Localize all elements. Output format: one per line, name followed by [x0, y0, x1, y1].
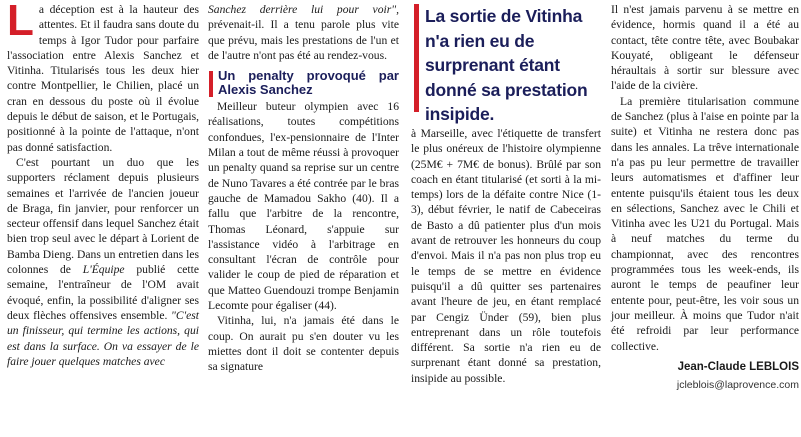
quote: Sanchez derrière lui pour voir",: [208, 3, 399, 16]
pull-quote: La sortie de Vitinha n'a rien eu de surprenant étant donné sa prestation insipide.: [414, 4, 600, 112]
paragraph: Il n'est jamais parvenu à se mettre en évidence, hormis quand il a été au contact, tête contre tête, avec Boubakar Kouyaté, obligeant le défenseur héraultais à sortir sur blessure avec l'aide de la civière.: [611, 3, 799, 93]
subheading: Un penalty provoqué par Alexis Sanchez: [218, 69, 399, 97]
paragraph: Vitinha, lui, n'a jamais été dans le coup. On aurait pu s'en douter vu les miettes dont il doit se contenter depuis sa signature: [208, 314, 399, 374]
drop-cap: L: [7, 0, 34, 45]
paragraph: La première titularisation commune de Sanchez (plus à l'aise en pointe par la suite) et Vitinha ne restera donc pas dans les annales. La trêve internationale n'a pas pu leur permettre de travailler leurs automatismes et d'affiner leur entente puisqu'ils étaient tous les deux en sélections, Sanchez avec le Chili et Vitinha avec les U21 du Portugal. Mais à neuf matches du terme du championnat, avec des rencontres programmées tous les week-ends, ils auront le temps de peaufiner leur entente pour, peut-être, les voir sous un jour meilleur. À moins que Tudor n'ait été refroidi par leur performance collective.: [611, 94, 799, 353]
paragraph: C'est pourtant un duo que les supporters réclament depuis plusieurs semaines et l'arrivée de l'ancien joueur de Braga, fin janvier, pour renforcer un secteur offensif dans lequel Sanchez était bien trop seul avec le départ à Lorient de Bamba Dieng. Dans un entretien dans les colonnes de L'Équipe publié cette semaine, l'entraîneur de l'OM avait évoqué, enfin, la possibilité d'aligner ses deux flèches offensives ensemble. "C'est un finisseur, qui termine les actions, qui est dans la surface. On va essayer de le faire jouer quelques matches avec: [7, 155, 200, 368]
byline: Jean-Claude LEBLOIS: [677, 360, 799, 373]
author-email: jcleblois@laprovence.com: [676, 379, 799, 392]
source-citation: L'Équipe: [82, 263, 125, 277]
paragraph: Meilleur buteur olympien avec 16 réalisations, toutes compétitions confondues, l'ex-pensionnaire de l'Inter Milan a tout de même réussi à provoquer un penalty quand sa reprise sur un centre de Nuno Tavares a été contrée par le bras gauche de Mamadou Sakho (40). Il a fallu que l'arbitre de la rencontre, Thomas Léonard, s'appuie sur l'assistance vidéo à l'arbitrage en consultant l'écran de contrôle pour valider le coup de pied de réparation et que Matteo Guendouzi trompe Benjamin Lecomte pour égaliser (44).: [208, 100, 399, 313]
lead-paragraph: La déception est à la hauteur des attentes. Et il faudra sans doute du temps à Igor Tudor pour parfaire l'association entre Alexis Sanchez et Vitinha. Titularisés tous les deux hier contre Montpellier, le Chilien, placé un cran en dessous du poste où il évolue depuis le début de saison, et le Portugais, positionné à la pointe de l'attaque, n'ont pas donné satisfaction.: [7, 0, 199, 154]
paragraph: à Marseille, avec l'étiquette de transfert le plus onéreux de l'histoire olympienne (25M€ + 7M€ de bonus). Brûlé par son coach en étant titularisé (et sorti à la mi-temps) lors de la défaite contre Nice (1-3), début février, le natif de Cabeceiras de Basto a dû patienter plus d'un mois avant de retrouver les honneurs du coup d'envoi. Mais il n'a pas non plus trop eu le temps de se mettre en évidence puisqu'il a dû quitter ses partenaires avant l'heure de jeu, en étant remplacé par Cengiz Ünder (59), bien plus entreprenant dans un rôle toutefois différent. Sa sortie n'a rien eu de surprenant étant donné sa prestation, insipide au possible.: [411, 127, 601, 385]
article-column-4: [611, 2, 799, 393]
subheading-accent-bar: [209, 71, 213, 97]
article-column-3: [411, 126, 601, 386]
article-column-1: [7, 2, 199, 369]
article-column-2: [208, 2, 399, 375]
quote: "C'est un finisseur, qui termine les actions, qui est dans la surface. On va essayer de le faire jouer quelques matches avec: [7, 308, 199, 368]
paragraph: Sanchez derrière lui pour voir", prévenait-il. Il a tenu parole plus vite que prévu, mais les prestations de l'un et de l'autre n'ont pas été au rendez-vous.: [208, 3, 399, 62]
